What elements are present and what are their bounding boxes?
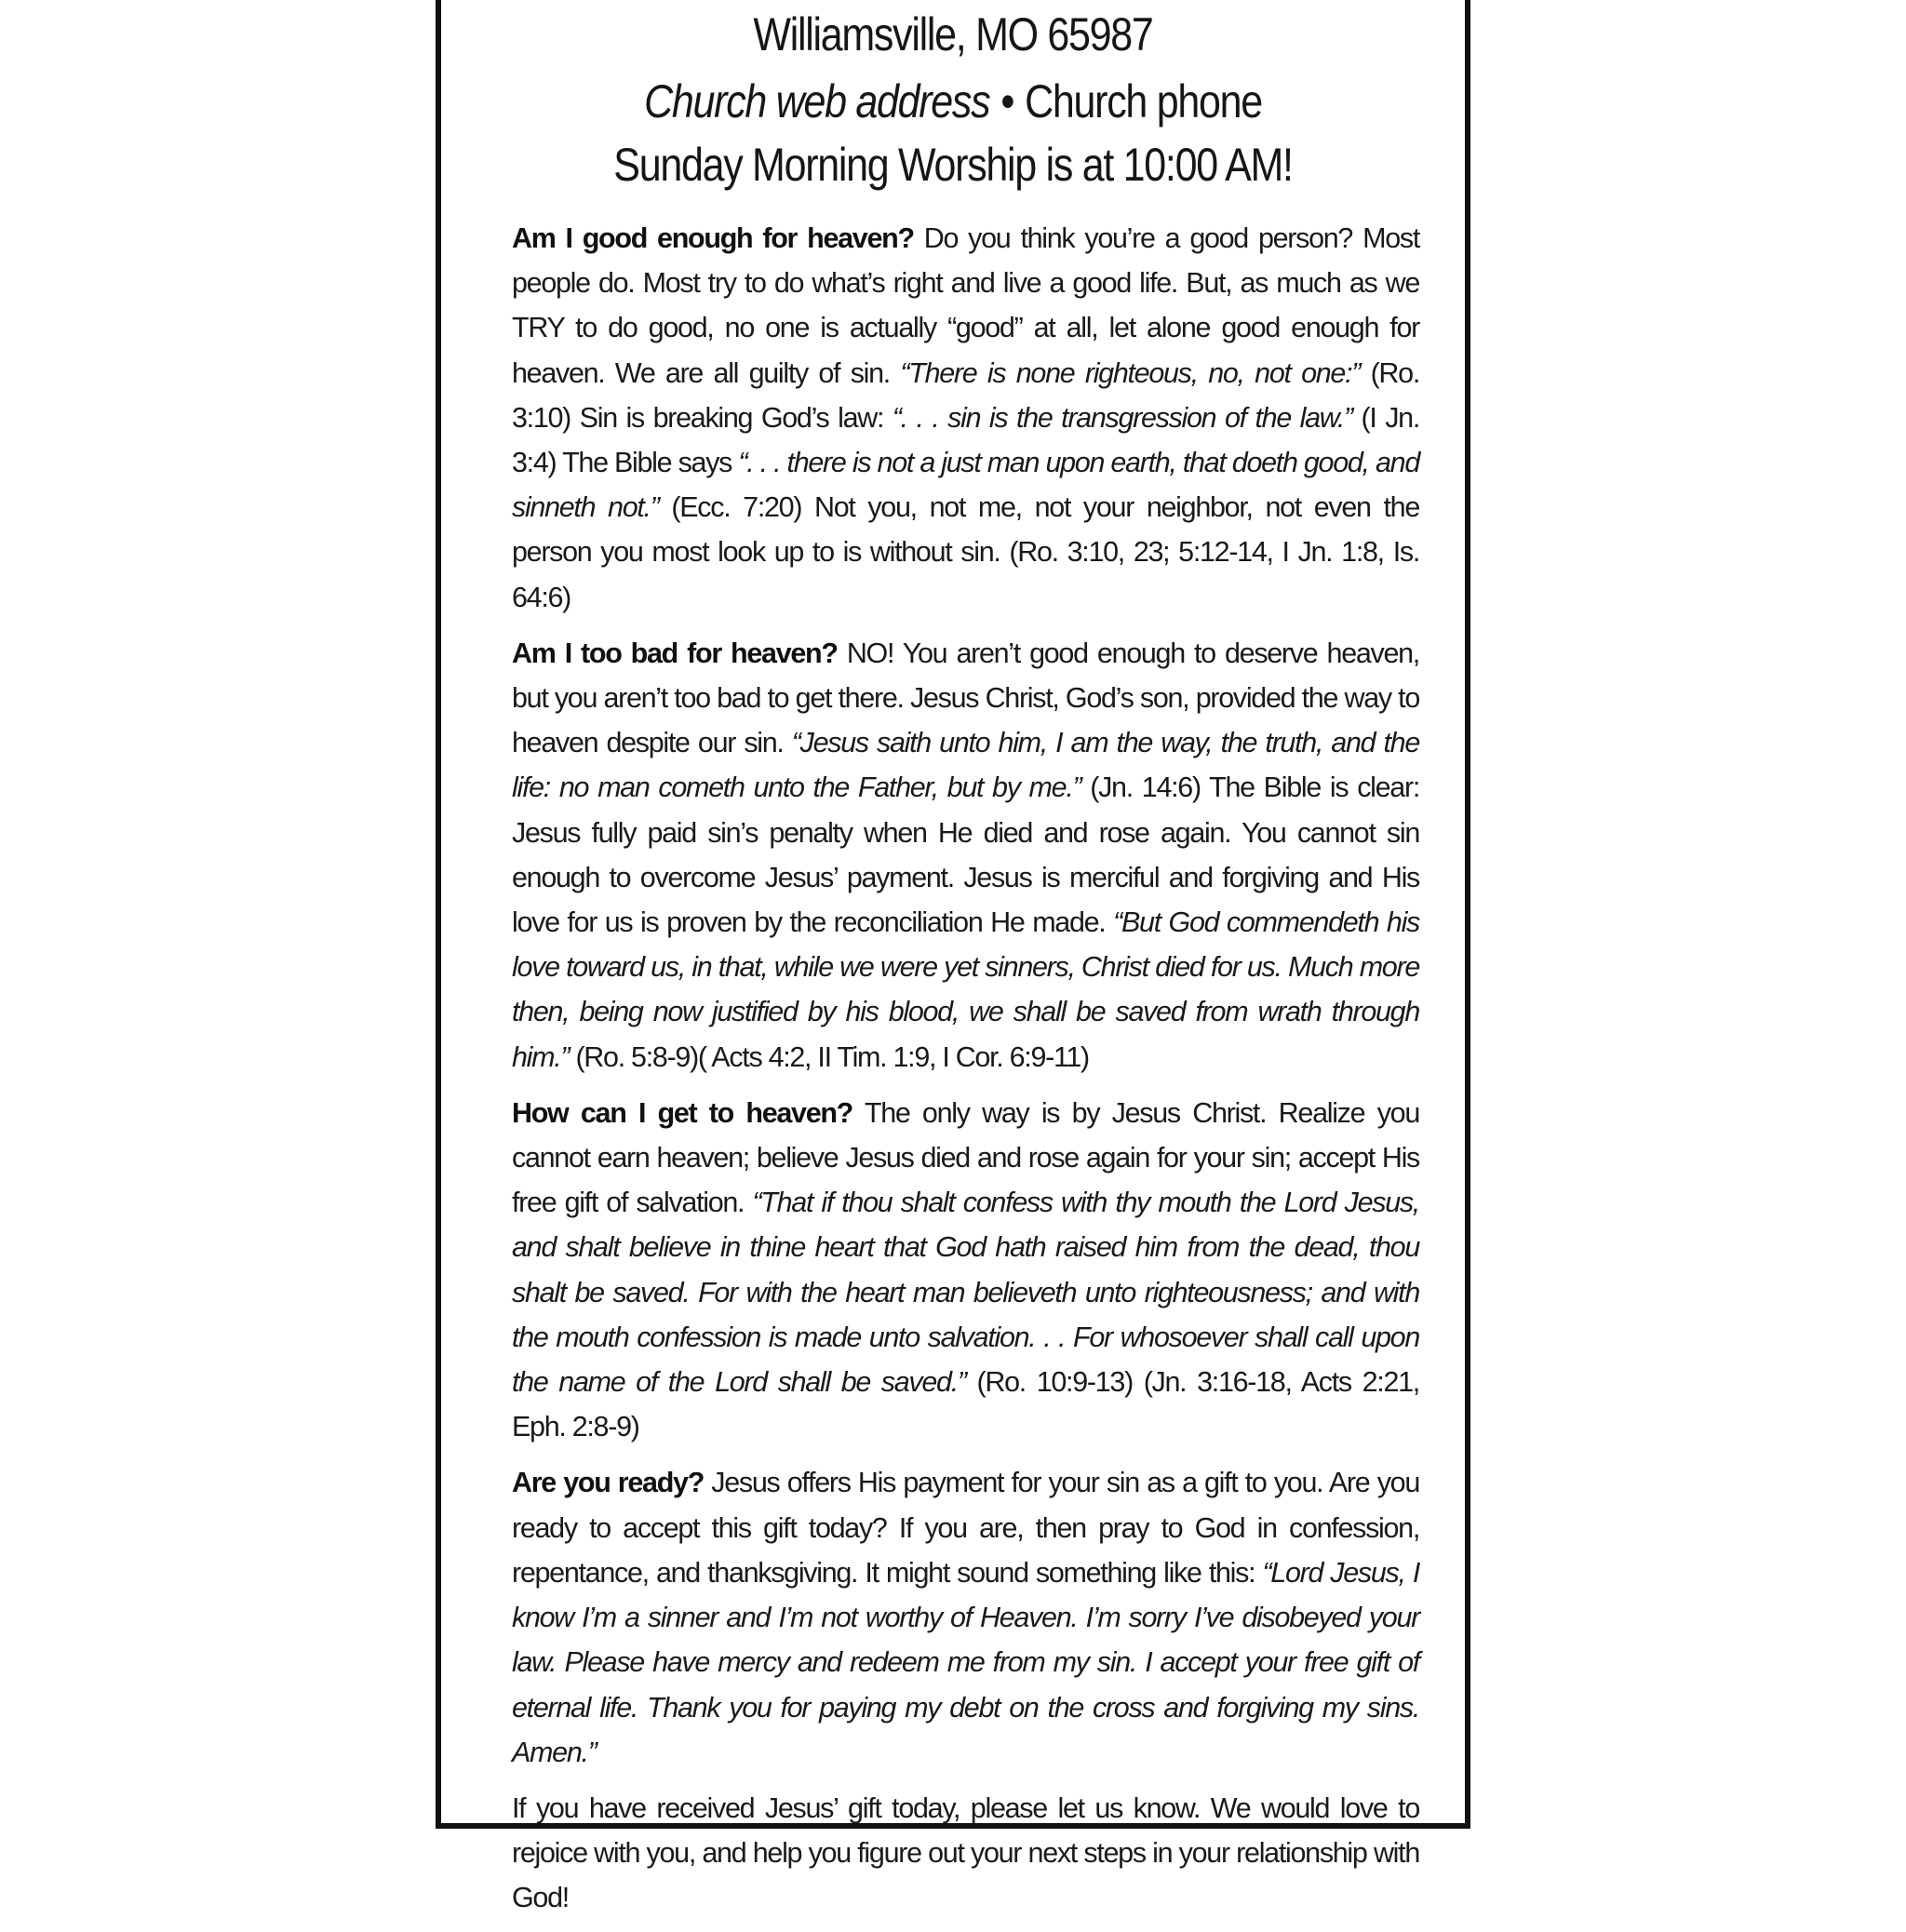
- section-are-you-ready: [512, 1460, 1419, 1774]
- section-text: (I Jn. 3:4) The Bible says: [512, 401, 1419, 479]
- section-text: (Jn. 14:6) The Bible is clear: Jesus fully paid sin’s penalty when He died and rose again. You cannot sin enough to overcome Jesus’ payment. Jesus is merciful and forgiving and His love for us is proven by the reconciliation He made.: [512, 771, 1419, 939]
- section-text: The only way is by Jesus Christ. Realize you cannot earn heaven; believe Jesus died and rose again for your sin; accept His free gift of salvation.: [512, 1096, 1419, 1219]
- church-address: Williamsville, MO 65987: [753, 8, 1153, 60]
- section-how-to-get: [512, 1091, 1419, 1450]
- section-heading: How can I get to heaven?: [512, 1096, 853, 1129]
- section-text: NO! You aren’t good enough to deserve heaven, but you aren’t too bad to get there. Jesus Christ, God’s son, provided the way to heaven despite our sin.: [512, 637, 1419, 759]
- section-text: (Ecc. 7:20) Not you, not me, not your neighbor, not even the person you most look up to is without sin. (Ro. 3:10, 23; 5:12-14, I Jn. 1:8, Is. 64:6): [512, 491, 1419, 613]
- scripture-quote: “There is none righteous, no, not one:”: [900, 356, 1361, 389]
- section-text: Do you think you’re a good person? Most people do. Most try to do what’s right and live a good life. But, as much as we TRY to do good, no one is actually “good” at all, let alone good enough for heaven. We are all guilty of sin.: [512, 222, 1419, 389]
- scripture-quote: “. . . there is not a just man upon earth, that doeth good, and sinneth not.”: [512, 447, 1419, 524]
- section-too-bad: [512, 631, 1419, 1080]
- section-good-enough: [512, 216, 1419, 620]
- church-web-address: Church web address: [644, 75, 990, 127]
- scripture-quote: “. . . sin is the transgression of the law.”: [892, 401, 1352, 434]
- section-text: (Ro. 5:8-9)( Acts 4:2, II Tim. 1:9, I Cor. 6:9-11): [569, 1040, 1089, 1073]
- scripture-quote: “But God commendeth his love toward us, in that, while we were yet sinners, Christ died for us. Much more then, being now justified by his blood, we shall be saved from wrath through him.”: [512, 906, 1419, 1073]
- scripture-quote: “Jesus saith unto him, I am the way, the truth, and the life: no man cometh unto the Father, but by me.”: [512, 727, 1419, 804]
- church-phone: Church phone: [1025, 75, 1262, 127]
- section-text: (Ro. 10:9-13) (Jn. 3:16-18, Acts 2:21, Eph. 2:8-9): [512, 1366, 1419, 1443]
- prayer-quote: “Lord Jesus, I know I’m a sinner and I’m not worthy of Heaven. I’m sorry I’ve disobeyed your law. Please have mercy and redeem me from my sin. I accept your free gift of eternal life. Thank you for paying my debt on the cross and forgiving my sins. Amen.”: [512, 1556, 1419, 1768]
- bullet-separator: •: [1000, 75, 1014, 127]
- worship-time: Sunday Morning Worship is at 10:00 AM!: [613, 139, 1293, 191]
- section-text: (Ro. 3:10) Sin is breaking God’s law:: [512, 356, 1419, 434]
- section-heading: Are you ready?: [512, 1467, 705, 1499]
- closing-paragraph: If you have received Jesus’ gift today, please let us know. We would love to rejoice with you, and help you figure out your next steps in your relationship with God!: [512, 1791, 1419, 1914]
- church-contact-line: [513, 74, 1393, 128]
- tract-body: [512, 216, 1419, 1932]
- section-heading: Am I too bad for heaven?: [512, 637, 838, 669]
- section-heading: Am I good enough for heaven?: [512, 222, 914, 254]
- section-text: Jesus offers His payment for your sin as a gift to you. Are you ready to accept this gift today? If you are, then pray to God in confession, repentance, and thanksgiving. It might sound something like this:: [512, 1467, 1419, 1589]
- tract-card: [436, 0, 1470, 1914]
- scripture-quote: “That if thou shalt confess with thy mouth the Lord Jesus, and shalt believe in thine heart that God hath raised him from the dead, thou shalt be saved. For with the heart man believeth unto righteousness; and with the mouth confession is made unto salvation. . . For whosoever shall call upon the name of the Lord shall be saved.”: [512, 1187, 1419, 1399]
